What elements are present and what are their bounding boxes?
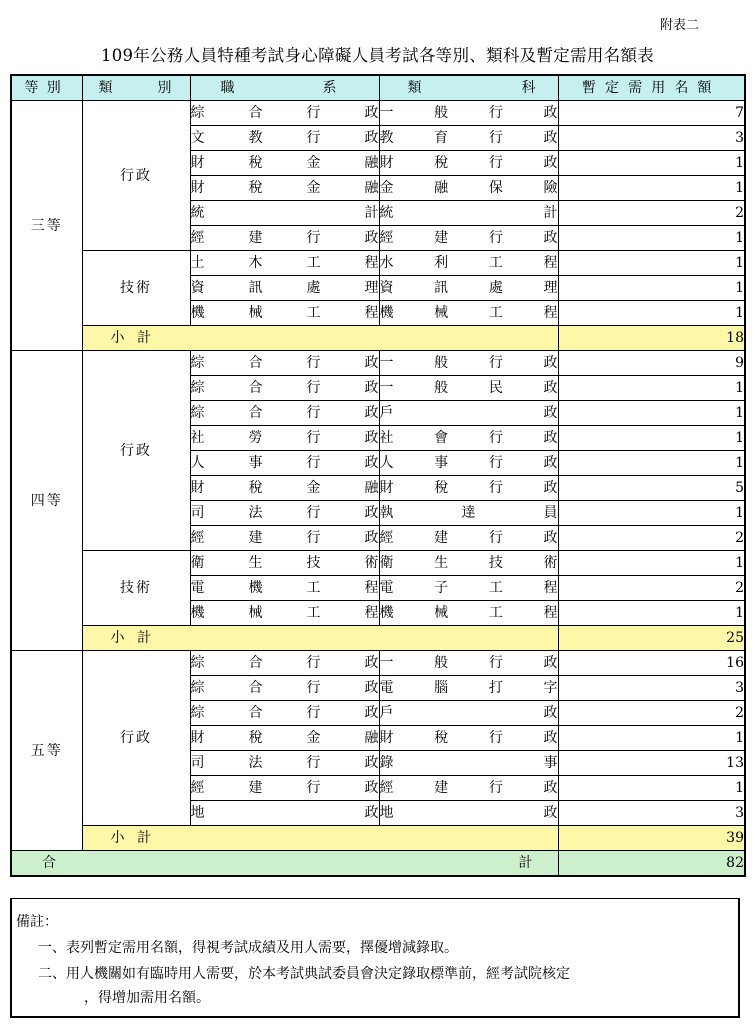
subject-cell-text: 經建行政 [379, 530, 558, 546]
subject-cell [379, 601, 558, 626]
count-cell: 3 [558, 126, 745, 151]
quota-table [10, 74, 746, 877]
subject-cell [379, 451, 558, 476]
subject-cell-text: 一般行政 [379, 655, 558, 671]
count-cell: 1 [558, 276, 745, 301]
subject-cell-text: 一般行政 [379, 355, 558, 371]
series-cell-text: 電機工程 [190, 580, 379, 596]
subject-cell-text: 戶政 [379, 405, 558, 421]
total-label [11, 851, 558, 877]
count-cell: 5 [558, 476, 745, 501]
series-cell [190, 701, 379, 726]
subject-cell-text: 錄事 [379, 755, 558, 771]
attachment-label: 附表二 [660, 18, 700, 33]
series-cell-text: 社勞行政 [190, 430, 379, 446]
series-cell [190, 276, 379, 301]
series-cell [190, 151, 379, 176]
series-cell [190, 176, 379, 201]
series-cell [190, 226, 379, 251]
subtotal-value: 25 [558, 626, 745, 651]
count-cell: 1 [558, 776, 745, 801]
series-cell-text: 綜合行政 [190, 105, 379, 121]
notes-box [10, 898, 740, 1018]
header-grade: 等別 [11, 75, 82, 101]
subject-cell [379, 676, 558, 701]
table-row [11, 551, 745, 576]
subject-cell-text: 教育行政 [379, 130, 558, 146]
subtotal-value: 39 [558, 826, 745, 851]
count-cell: 1 [558, 301, 745, 326]
category-cell: 行政 [82, 651, 190, 826]
count-cell: 2 [558, 576, 745, 601]
total-label-b: 計 [518, 855, 533, 871]
series-cell-text: 經建行政 [190, 780, 379, 796]
subject-cell-text: 衛生技術 [379, 555, 558, 571]
series-cell-text: 地政 [190, 805, 379, 821]
header-subject-b: 科 [521, 80, 536, 96]
series-cell-text: 統計 [190, 205, 379, 221]
count-cell: 1 [558, 226, 745, 251]
series-cell [190, 526, 379, 551]
subject-cell-text: 統計 [379, 205, 558, 221]
series-cell-text: 經建行政 [190, 230, 379, 246]
subtotal-row [11, 326, 745, 351]
subject-cell [379, 251, 558, 276]
notes-title: 備註： [16, 914, 58, 930]
count-cell: 1 [558, 501, 745, 526]
count-cell: 3 [558, 801, 745, 826]
series-cell [190, 551, 379, 576]
series-cell [190, 301, 379, 326]
count-cell: 1 [558, 726, 745, 751]
series-cell-text: 人事行政 [190, 455, 379, 471]
count-cell: 1 [558, 401, 745, 426]
subject-cell [379, 776, 558, 801]
subject-cell-text: 電子工程 [379, 580, 558, 596]
table-row [11, 651, 745, 676]
subtotal-label: 小計 [82, 326, 558, 351]
total-row [11, 851, 745, 877]
header-subject-a: 類 [407, 80, 422, 96]
count-cell: 1 [558, 151, 745, 176]
series-cell-text: 司法行政 [190, 755, 379, 771]
subject-cell-text: 地政 [379, 805, 558, 821]
series-cell-text: 財稅金融 [190, 180, 379, 196]
subject-cell [379, 401, 558, 426]
series-cell-text: 綜合行政 [190, 355, 379, 371]
series-cell-text: 財稅金融 [190, 730, 379, 746]
subject-cell-text: 社會行政 [379, 430, 558, 446]
count-cell: 2 [558, 701, 745, 726]
subject-cell [379, 376, 558, 401]
subject-cell-text: 電腦打字 [379, 680, 558, 696]
count-cell: 1 [558, 251, 745, 276]
count-cell: 2 [558, 201, 745, 226]
header-subject [379, 75, 558, 101]
count-cell: 7 [558, 101, 745, 126]
series-cell [190, 351, 379, 376]
series-cell-text: 機械工程 [190, 305, 379, 321]
series-cell [190, 426, 379, 451]
header-count: 暫定需用名額 [558, 75, 745, 101]
count-cell: 1 [558, 376, 745, 401]
subject-cell [379, 701, 558, 726]
series-cell [190, 251, 379, 276]
subtotal-label: 小計 [82, 826, 558, 851]
category-cell: 技術 [82, 551, 190, 626]
series-cell-text: 財稅金融 [190, 480, 379, 496]
subject-cell-text: 水利工程 [379, 255, 558, 271]
subject-cell-text: 財稅行政 [379, 155, 558, 171]
note-item: 二、用人機關如有臨時用人需要，於本考試典試委員會決定錄取標準前，經考試院核定 [38, 966, 570, 982]
header-series-b: 系 [322, 80, 337, 96]
table-row [11, 101, 745, 126]
subject-cell-text: 財稅行政 [379, 730, 558, 746]
series-cell [190, 126, 379, 151]
series-cell-text: 綜合行政 [190, 680, 379, 696]
subject-cell-text: 機械工程 [379, 305, 558, 321]
subtotal-label: 小計 [82, 626, 558, 651]
header-series-a: 職 [220, 80, 235, 96]
count-cell: 9 [558, 351, 745, 376]
series-cell-text: 經建行政 [190, 530, 379, 546]
count-cell: 13 [558, 751, 745, 776]
subject-cell-text: 機械工程 [379, 605, 558, 621]
header-category: 類別 [82, 75, 190, 101]
count-cell: 1 [558, 176, 745, 201]
subject-cell [379, 151, 558, 176]
total-value: 82 [558, 851, 745, 877]
series-cell-text: 衛生技術 [190, 555, 379, 571]
subject-cell-text: 戶政 [379, 705, 558, 721]
series-cell-text: 文教行政 [190, 130, 379, 146]
series-cell-text: 財稅金融 [190, 155, 379, 171]
series-cell [190, 201, 379, 226]
grade-cell: 四等 [11, 351, 82, 651]
series-cell-text: 機械工程 [190, 605, 379, 621]
series-cell-text: 綜合行政 [190, 380, 379, 396]
series-cell [190, 401, 379, 426]
table-row [11, 351, 745, 376]
subject-cell-text: 財稅行政 [379, 480, 558, 496]
subject-cell [379, 176, 558, 201]
subject-cell-text: 經建行政 [379, 780, 558, 796]
series-cell-text: 資訊處理 [190, 280, 379, 296]
note-item: ，得增加需用名額。 [84, 990, 210, 1006]
series-cell [190, 651, 379, 676]
count-cell: 2 [558, 526, 745, 551]
series-cell [190, 451, 379, 476]
count-cell: 16 [558, 651, 745, 676]
count-cell: 1 [558, 551, 745, 576]
count-cell: 3 [558, 676, 745, 701]
subtotal-value: 18 [558, 326, 745, 351]
series-cell-text: 土木工程 [190, 255, 379, 271]
series-cell [190, 726, 379, 751]
category-cell: 行政 [82, 351, 190, 551]
series-cell [190, 476, 379, 501]
subject-cell [379, 351, 558, 376]
series-cell [190, 776, 379, 801]
page-title: 109年公務人員特種考試身心障礙人員考試各等別、類科及暫定需用名額表 [100, 46, 655, 65]
subject-cell [379, 801, 558, 826]
series-cell [190, 801, 379, 826]
subject-cell [379, 201, 558, 226]
subject-cell [379, 551, 558, 576]
series-cell [190, 501, 379, 526]
grade-cell: 三等 [11, 101, 82, 351]
series-cell [190, 751, 379, 776]
table-row [11, 251, 745, 276]
series-cell [190, 376, 379, 401]
subject-cell-text: 一般民政 [379, 380, 558, 396]
subject-cell-text: 人事行政 [379, 455, 558, 471]
header-series [190, 75, 379, 101]
category-cell: 行政 [82, 101, 190, 251]
series-cell [190, 676, 379, 701]
count-cell: 1 [558, 426, 745, 451]
subject-cell [379, 101, 558, 126]
subject-cell-text: 金融保險 [379, 180, 558, 196]
subject-cell-text: 一般行政 [379, 105, 558, 121]
subject-cell [379, 276, 558, 301]
series-cell [190, 601, 379, 626]
subject-cell [379, 301, 558, 326]
subject-cell [379, 426, 558, 451]
category-cell: 技術 [82, 251, 190, 326]
subject-cell-text: 資訊處理 [379, 280, 558, 296]
subject-cell [379, 576, 558, 601]
total-label-a: 合 [42, 855, 56, 871]
grade-cell: 五等 [11, 651, 82, 851]
series-cell-text: 司法行政 [190, 505, 379, 521]
subtotal-row [11, 626, 745, 651]
subject-cell [379, 751, 558, 776]
count-cell: 1 [558, 601, 745, 626]
subject-cell [379, 501, 558, 526]
subject-cell [379, 726, 558, 751]
table-header-row [11, 75, 745, 101]
series-cell [190, 101, 379, 126]
subject-cell-text: 執達員 [379, 505, 558, 521]
subject-cell [379, 651, 558, 676]
note-item: 一、表列暫定需用名額，得視考試成績及用人需要，擇優增減錄取。 [38, 940, 458, 956]
series-cell-text: 綜合行政 [190, 405, 379, 421]
series-cell-text: 綜合行政 [190, 655, 379, 671]
subject-cell [379, 226, 558, 251]
subject-cell-text: 經建行政 [379, 230, 558, 246]
series-cell [190, 576, 379, 601]
count-cell: 1 [558, 451, 745, 476]
subject-cell [379, 476, 558, 501]
series-cell-text: 綜合行政 [190, 705, 379, 721]
subject-cell [379, 526, 558, 551]
subject-cell [379, 126, 558, 151]
subtotal-row [11, 826, 745, 851]
